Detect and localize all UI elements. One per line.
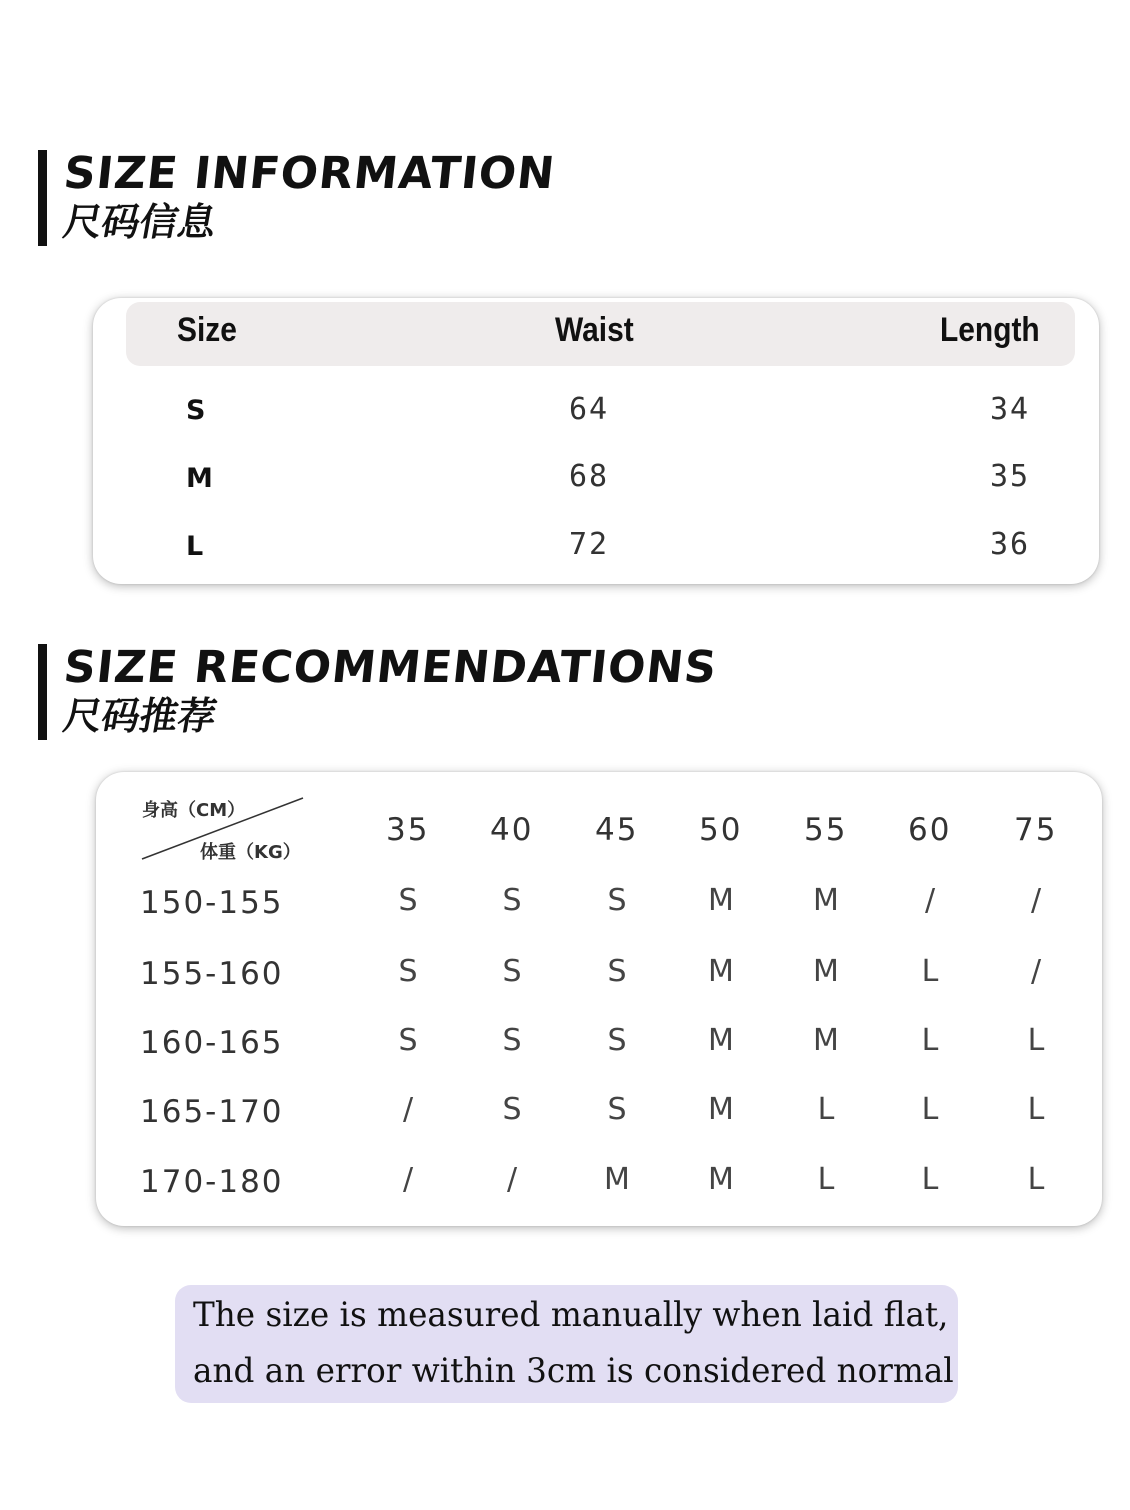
weight-header-3: 50: [699, 812, 743, 848]
row-length-s: 34: [990, 392, 1031, 427]
note-line-1: The size is measured manually when laid flat,: [193, 1295, 949, 1335]
recommended-size-cell: /: [924, 883, 936, 918]
recommended-size-cell: S: [607, 1092, 627, 1127]
row-length-m: 35: [990, 459, 1031, 494]
size-recommendations-title: SIZE RECOMMENDATIONS: [61, 642, 720, 693]
size-recommendations-table: [96, 772, 1102, 1226]
recommended-size-cell: S: [607, 1023, 627, 1058]
header-waist: Waist: [555, 311, 634, 349]
recommended-size-cell: L: [1027, 1092, 1045, 1127]
recommended-size-cell: S: [502, 954, 522, 989]
recommended-size-cell: M: [708, 1023, 734, 1058]
heading-accent-bar: [38, 644, 47, 740]
row-waist-s: 64: [569, 392, 610, 427]
row-size-l: L: [186, 531, 204, 562]
corner-height-label: 身高（CM）: [142, 800, 246, 821]
header-size: Size: [177, 311, 237, 349]
recommended-size-cell: L: [921, 1162, 939, 1197]
recommended-size-cell: L: [817, 1092, 835, 1127]
size-recommendations-title-cn: 尺码推荐: [60, 694, 220, 738]
row-waist-m: 68: [569, 459, 610, 494]
weight-header-1: 40: [490, 812, 534, 848]
measurement-note: [175, 1285, 958, 1403]
row-size-s: S: [186, 395, 206, 426]
height-range-1: 155-160: [140, 956, 284, 992]
recommended-size-cell: S: [398, 1023, 418, 1058]
row-size-m: M: [186, 463, 213, 494]
recommended-size-cell: /: [1030, 883, 1042, 918]
recommended-size-cell: L: [921, 1092, 939, 1127]
row-waist-l: 72: [569, 527, 610, 562]
weight-header-6: 75: [1014, 812, 1058, 848]
recommended-size-cell: M: [813, 954, 839, 989]
recommended-size-cell: M: [708, 1092, 734, 1127]
row-length-l: 36: [990, 527, 1031, 562]
height-range-2: 160-165: [140, 1025, 284, 1061]
recommended-size-cell: M: [708, 883, 734, 918]
recommended-size-cell: M: [604, 1162, 630, 1197]
recommended-size-cell: L: [817, 1162, 835, 1197]
weight-header-2: 45: [595, 812, 639, 848]
recommended-size-cell: S: [607, 954, 627, 989]
recommended-size-cell: M: [708, 1162, 734, 1197]
height-range-0: 150-155: [140, 885, 284, 921]
recommended-size-cell: L: [921, 954, 939, 989]
weight-header-0: 35: [386, 812, 430, 848]
recommended-size-cell: /: [402, 1162, 414, 1197]
corner-weight-label: 体重（KG）: [200, 842, 301, 863]
note-line-2: and an error within 3cm is considered normal: [193, 1351, 954, 1391]
size-information-title: SIZE INFORMATION: [61, 148, 558, 199]
height-range-4: 170-180: [140, 1164, 284, 1200]
recommended-size-cell: L: [921, 1023, 939, 1058]
recommended-size-cell: M: [813, 883, 839, 918]
recommended-size-cell: S: [502, 1023, 522, 1058]
recommended-size-cell: S: [502, 883, 522, 918]
recommended-size-cell: S: [398, 954, 418, 989]
recommended-size-cell: L: [1027, 1023, 1045, 1058]
size-information-table: [93, 298, 1099, 584]
recommended-size-cell: S: [607, 883, 627, 918]
recommended-size-cell: /: [1030, 954, 1042, 989]
recommended-size-cell: /: [402, 1092, 414, 1127]
recommended-size-cell: M: [708, 954, 734, 989]
recommended-size-cell: L: [1027, 1162, 1045, 1197]
weight-header-4: 55: [804, 812, 848, 848]
size-information-title-cn: 尺码信息: [60, 200, 220, 244]
heading-accent-bar: [38, 150, 47, 246]
recommended-size-cell: S: [502, 1092, 522, 1127]
height-range-3: 165-170: [140, 1094, 284, 1130]
weight-header-5: 60: [908, 812, 952, 848]
recommended-size-cell: M: [813, 1023, 839, 1058]
recommended-size-cell: S: [398, 883, 418, 918]
recommended-size-cell: /: [506, 1162, 518, 1197]
header-length: Length: [940, 311, 1040, 349]
